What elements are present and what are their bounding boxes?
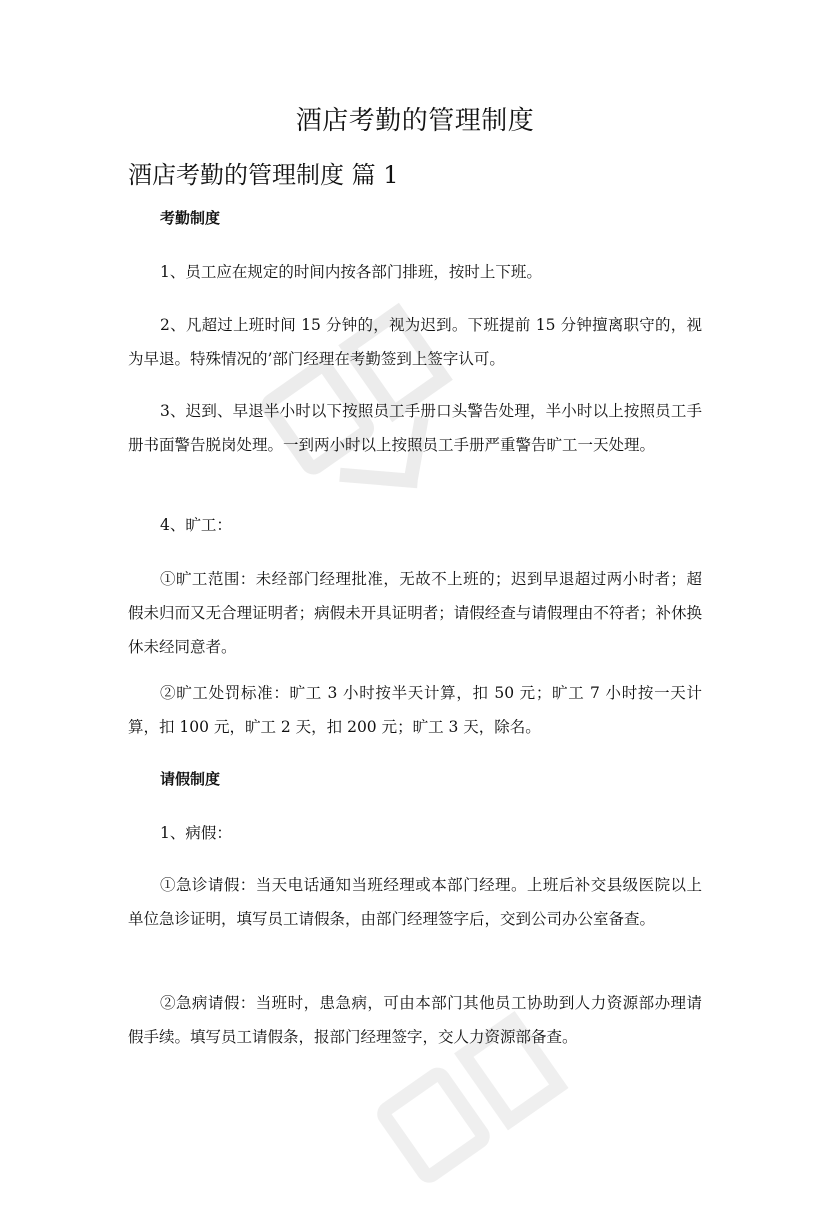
leave-rule-1: 1、病假：: [160, 824, 232, 842]
emergency-leave: ①急诊请假：当天电话通知当班经理或本部门经理。上班后补交县级医院以上单位急诊证明，填写员工请假条，由部门经理签字后，交到公司办公室备查。: [128, 876, 702, 928]
absence-scope: ①旷工范围：未经部门经理批准，无故不上班的；迟到早退超过两小时者；超假未归而又无合理证明者；病假未开具证明者；请假经查与请假理由不符者；补休换休未经同意者。: [128, 570, 702, 656]
attendance-rule-4: 4、旷工：: [160, 516, 232, 534]
attendance-rule-3: 3、迟到、早退半小时以下按照员工手册口头警告处理，半小时以上按照员工手册书面警告脱岗处理。一到两小时以上按照员工手册严重警告旷工一天处理。: [128, 402, 702, 454]
acute-illness-leave: ②急病请假：当班时，患急病，可由本部门其他员工协助到人力资源部办理请假手续。填写员工请假条，报部门经理签字，交人力资源部备查。: [128, 994, 702, 1046]
attendance-rule-1: 1、员工应在规定的时间内按各部门排班，按时上下班。: [160, 263, 542, 281]
section-title: 酒店考勤的管理制度 篇 1: [128, 161, 399, 189]
leave-heading: 请假制度: [160, 770, 221, 788]
attendance-heading: 考勤制度: [160, 209, 221, 227]
document-title: 酒店考勤的管理制度: [295, 106, 535, 136]
attendance-rule-2: 2、凡超过上班时间 15 分钟的，视为迟到。下班提前 15 分钟擅离职守的，视为早退。特殊情况的’部门经理在考勤签到上签字认可。: [128, 316, 702, 368]
absence-penalty: ②旷工处罚标准：旷工 3 小时按半天计算，扣 50 元；旷工 7 小时按一天计算，扣 100 元，旷工 2 天，扣 200 元；旷工 3 天，除名。: [128, 684, 702, 736]
